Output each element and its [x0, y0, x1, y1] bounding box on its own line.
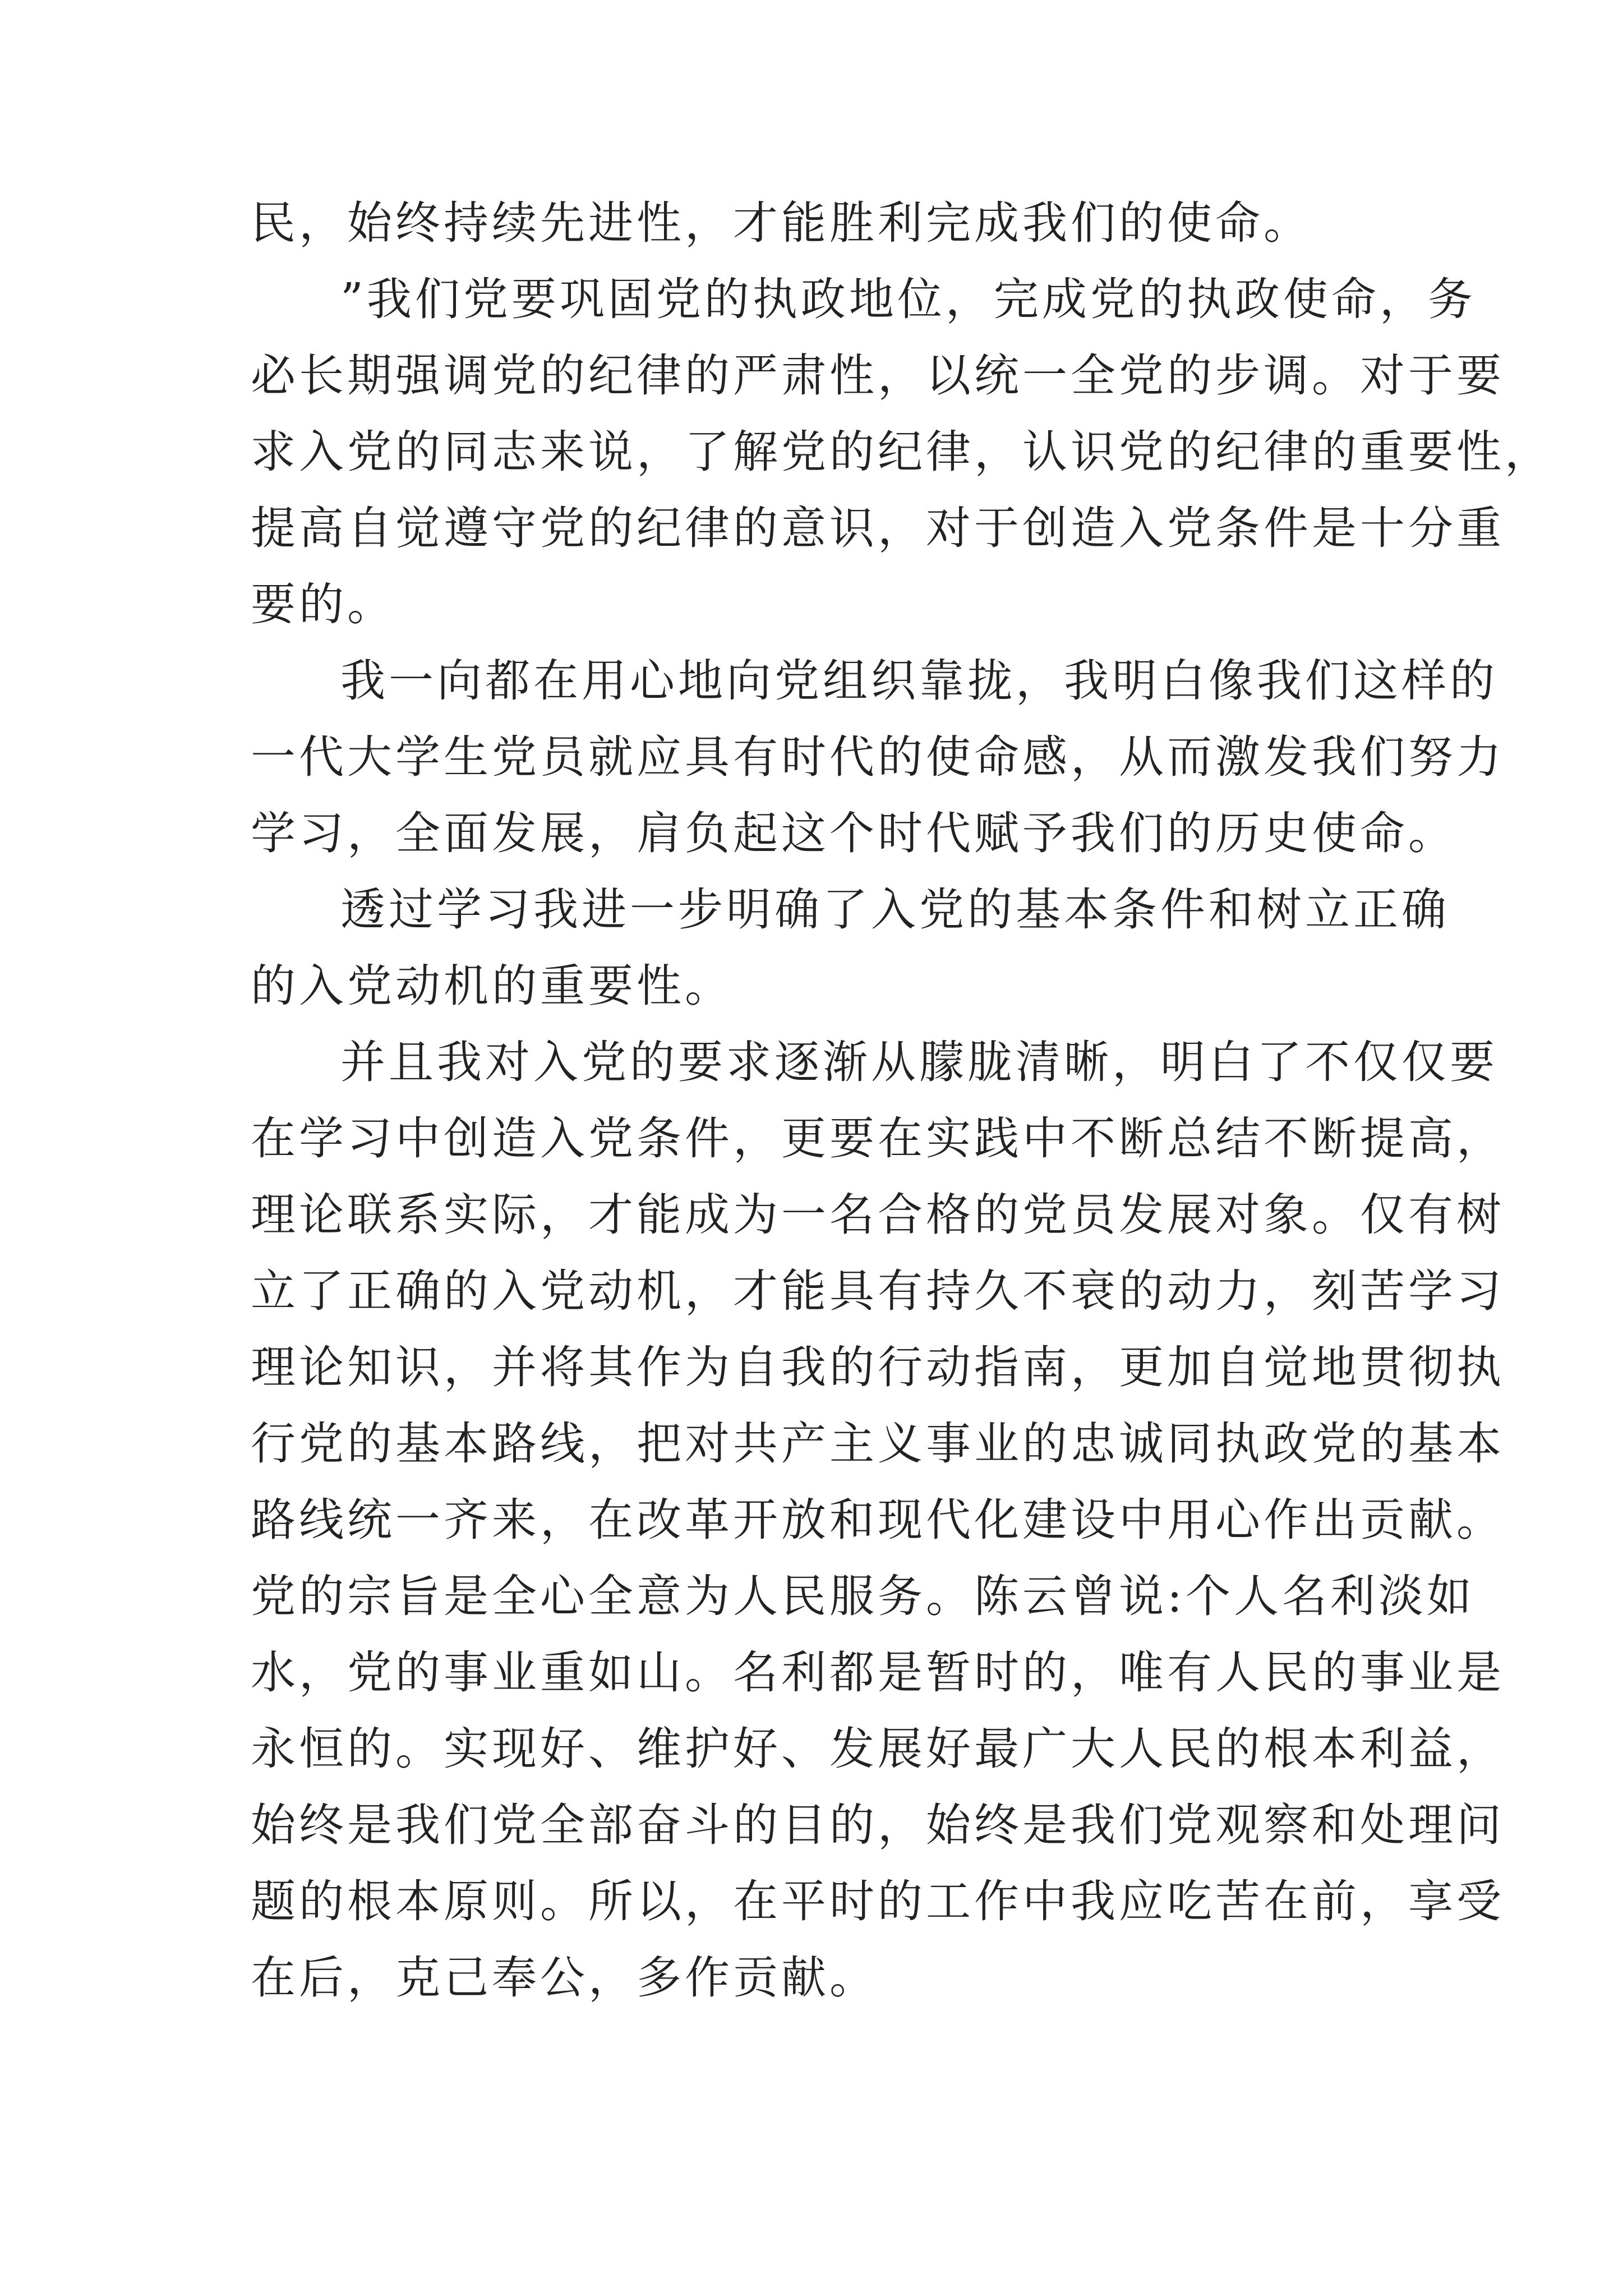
text-line: 水，党的事业重如山。名利都是暂时的，唯有人民的事业是: [251, 1646, 1505, 1699]
text-line: 一代大学生党员就应具有时代的使命感，从而激发我们努力: [251, 731, 1505, 783]
text-line: 理论联系实际，才能成为一名合格的党员发展对象。仅有树: [251, 1189, 1505, 1241]
text-line: ”我们党要巩固党的执政地位，完成党的执政使命，务: [340, 273, 1476, 325]
text-line: 求入党的同志来说，了解党的纪律，认识党的纪律的重要性，: [251, 426, 1553, 478]
text-line: 行党的基本路线，把对共产主义事业的忠诚同执政党的基本: [251, 1418, 1505, 1470]
text-line: 永恒的。实现好、维护好、发展好最广大人民的根本利益，: [251, 1723, 1505, 1775]
text-line: 的入党动机的重要性。: [251, 960, 733, 1012]
text-line: 理论知识，并将其作为自我的行动指南，更加自觉地贯彻执: [251, 1341, 1505, 1393]
text-line: 路线统一齐来，在改革开放和现代化建设中用心作出贡献。: [251, 1494, 1505, 1546]
text-line: 我一向都在用心地向党组织靠拢，我明白像我们这样的: [340, 655, 1498, 707]
text-line: 党的宗旨是全心全意为人民服务。陈云曾说:个人名利淡如: [251, 1570, 1475, 1622]
text-line: 在后，克己奉公，多作贡献。: [251, 1952, 878, 2004]
text-line: 提高自觉遵守党的纪律的意识，对于创造入党条件是十分重: [251, 502, 1505, 554]
text-line: 并且我对入党的要求逐渐从朦胧清晰，明白了不仅仅要: [340, 1036, 1498, 1088]
text-line: 要的。: [251, 578, 395, 631]
text-line: 学习，全面发展，肩负起这个时代赋予我们的历史使命。: [251, 807, 1456, 859]
text-line: 始终是我们党全部奋斗的目的，始终是我们党观察和处理问: [251, 1799, 1505, 1851]
text-line: 民，始终持续先进性，才能胜利完成我们的使命。: [251, 197, 1312, 249]
text-line: 在学习中创造入党条件，更要在实践中不断总结不断提高，: [251, 1112, 1505, 1165]
text-line: 必长期强调党的纪律的严肃性，以统一全党的步调。对于要: [251, 349, 1505, 402]
text-line: 透过学习我进一步明确了入党的基本条件和树立正确: [340, 884, 1450, 936]
document-body: [251, 185, 1553, 2016]
text-line: 立了正确的入党动机，才能具有持久不衰的动力，刻苦学习: [251, 1265, 1505, 1317]
text-line: 题的根本原则。所以，在平时的工作中我应吃苦在前，享受: [251, 1875, 1505, 1927]
